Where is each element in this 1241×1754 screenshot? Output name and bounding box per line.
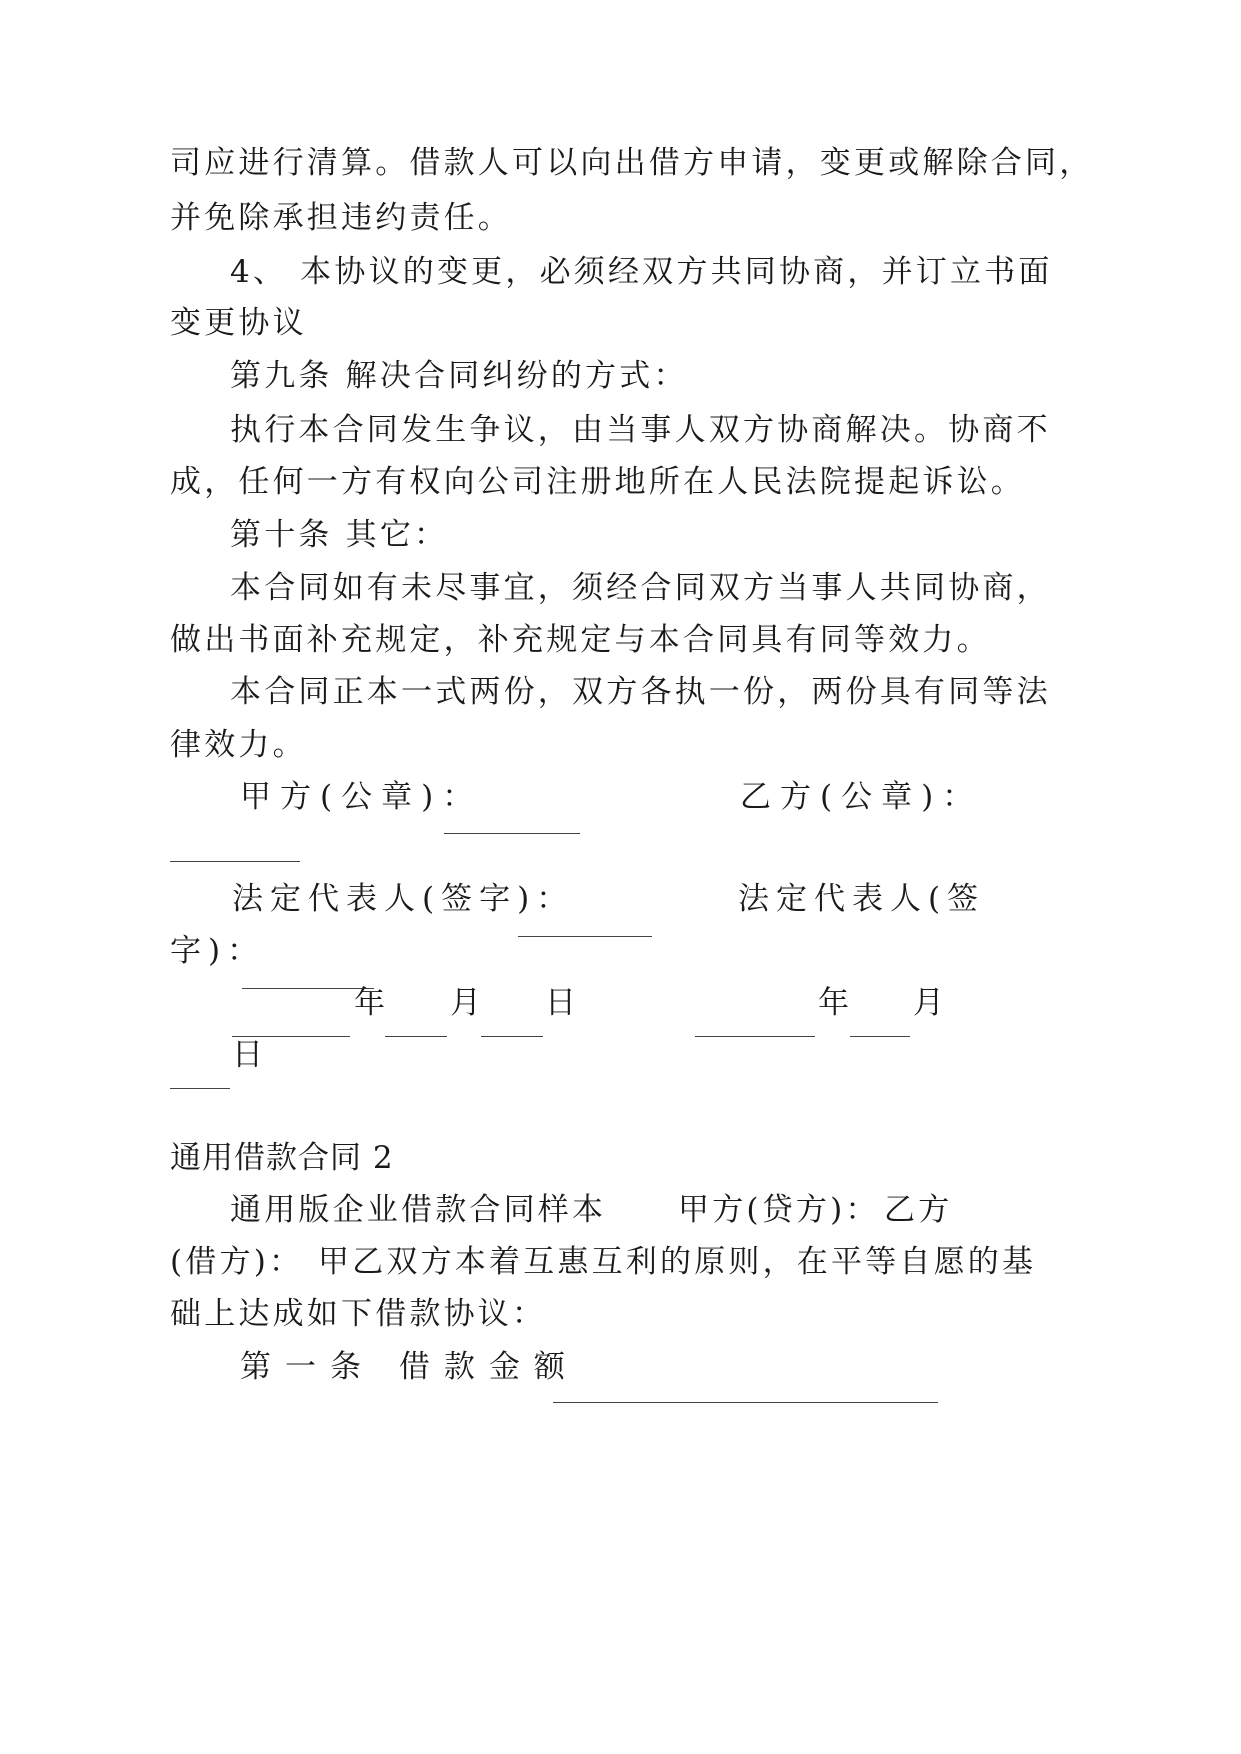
section-title: 通用借款合同 2 [170, 1140, 394, 1176]
rep-b-label: 法定代表人(签 [738, 881, 986, 917]
date-b-day-blank [170, 1066, 230, 1089]
date-a-year-blank [232, 1014, 350, 1037]
date-a-month-label: 月 [450, 985, 485, 1021]
paragraph-line: 执行本合同发生争议，由当事人双方协商解决。协商不 [230, 412, 1051, 448]
date-b-year-blank [695, 1014, 815, 1037]
paragraph-line: 律效力。 [170, 727, 307, 763]
paragraph-line: (借方)： [170, 1244, 304, 1280]
rep-a-label: 法定代表人(签字)： [232, 881, 575, 917]
date-a-day-blank [481, 1014, 543, 1037]
paragraph-line: 乙方 [884, 1192, 953, 1228]
date-a-year-label: 年 [354, 985, 389, 1021]
party-b-seal-blank [170, 839, 300, 862]
date-b-month-blank [850, 1014, 910, 1037]
rep-a-blank [518, 914, 652, 937]
article-heading: 第九条 解决合同纠纷的方式： [230, 358, 688, 394]
paragraph-line: 甲乙双方本着互惠互利的原则，在平等自愿的基 [318, 1244, 1037, 1280]
party-b-seal-label: 乙方(公章)： [740, 779, 983, 815]
date-b-month-label: 月 [913, 985, 948, 1021]
paragraph-line: 通用版企业借款合同样本 [230, 1192, 607, 1228]
party-a-seal-blank [444, 811, 580, 834]
paragraph-line: 甲方(贷方)： [678, 1192, 880, 1228]
party-a-seal-label: 甲方(公章)： [240, 779, 483, 815]
article-heading: 第一条 借款金额 [240, 1349, 579, 1385]
paragraph-line: 成，任何一方有权向公司注册地所在人民法院提起诉讼。 [170, 464, 1025, 500]
rep-b-label-cont: 字)： [170, 933, 266, 969]
paragraph-line: 做出书面补充规定，补充规定与本合同具有同等效力。 [170, 622, 991, 658]
date-a-month-blank [385, 1014, 447, 1037]
paragraph-line: 本合同正本一式两份，双方各执一份，两份具有同等法 [230, 674, 1051, 710]
paragraph-line: 础上达成如下借款协议： [170, 1296, 547, 1332]
loan-amount-blank [553, 1380, 938, 1403]
date-a-day-label: 日 [545, 985, 580, 1021]
paragraph-line: 并免除承担违约责任。 [170, 200, 512, 236]
article-heading: 第十条 其它： [230, 517, 449, 553]
paragraph-line: 司应进行清算。借款人可以向出借方申请，变更或解除合同， [170, 145, 1094, 181]
date-b-day-label: 日 [232, 1037, 267, 1073]
paragraph-line: 变更协议 [170, 305, 307, 341]
paragraph-line: 本合同如有未尽事宜，须经合同双方当事人共同协商， [230, 570, 1051, 606]
paragraph-line: 4、 本协议的变更，必须经双方共同协商，并订立书面 [230, 254, 1053, 290]
date-b-year-label: 年 [818, 985, 853, 1021]
